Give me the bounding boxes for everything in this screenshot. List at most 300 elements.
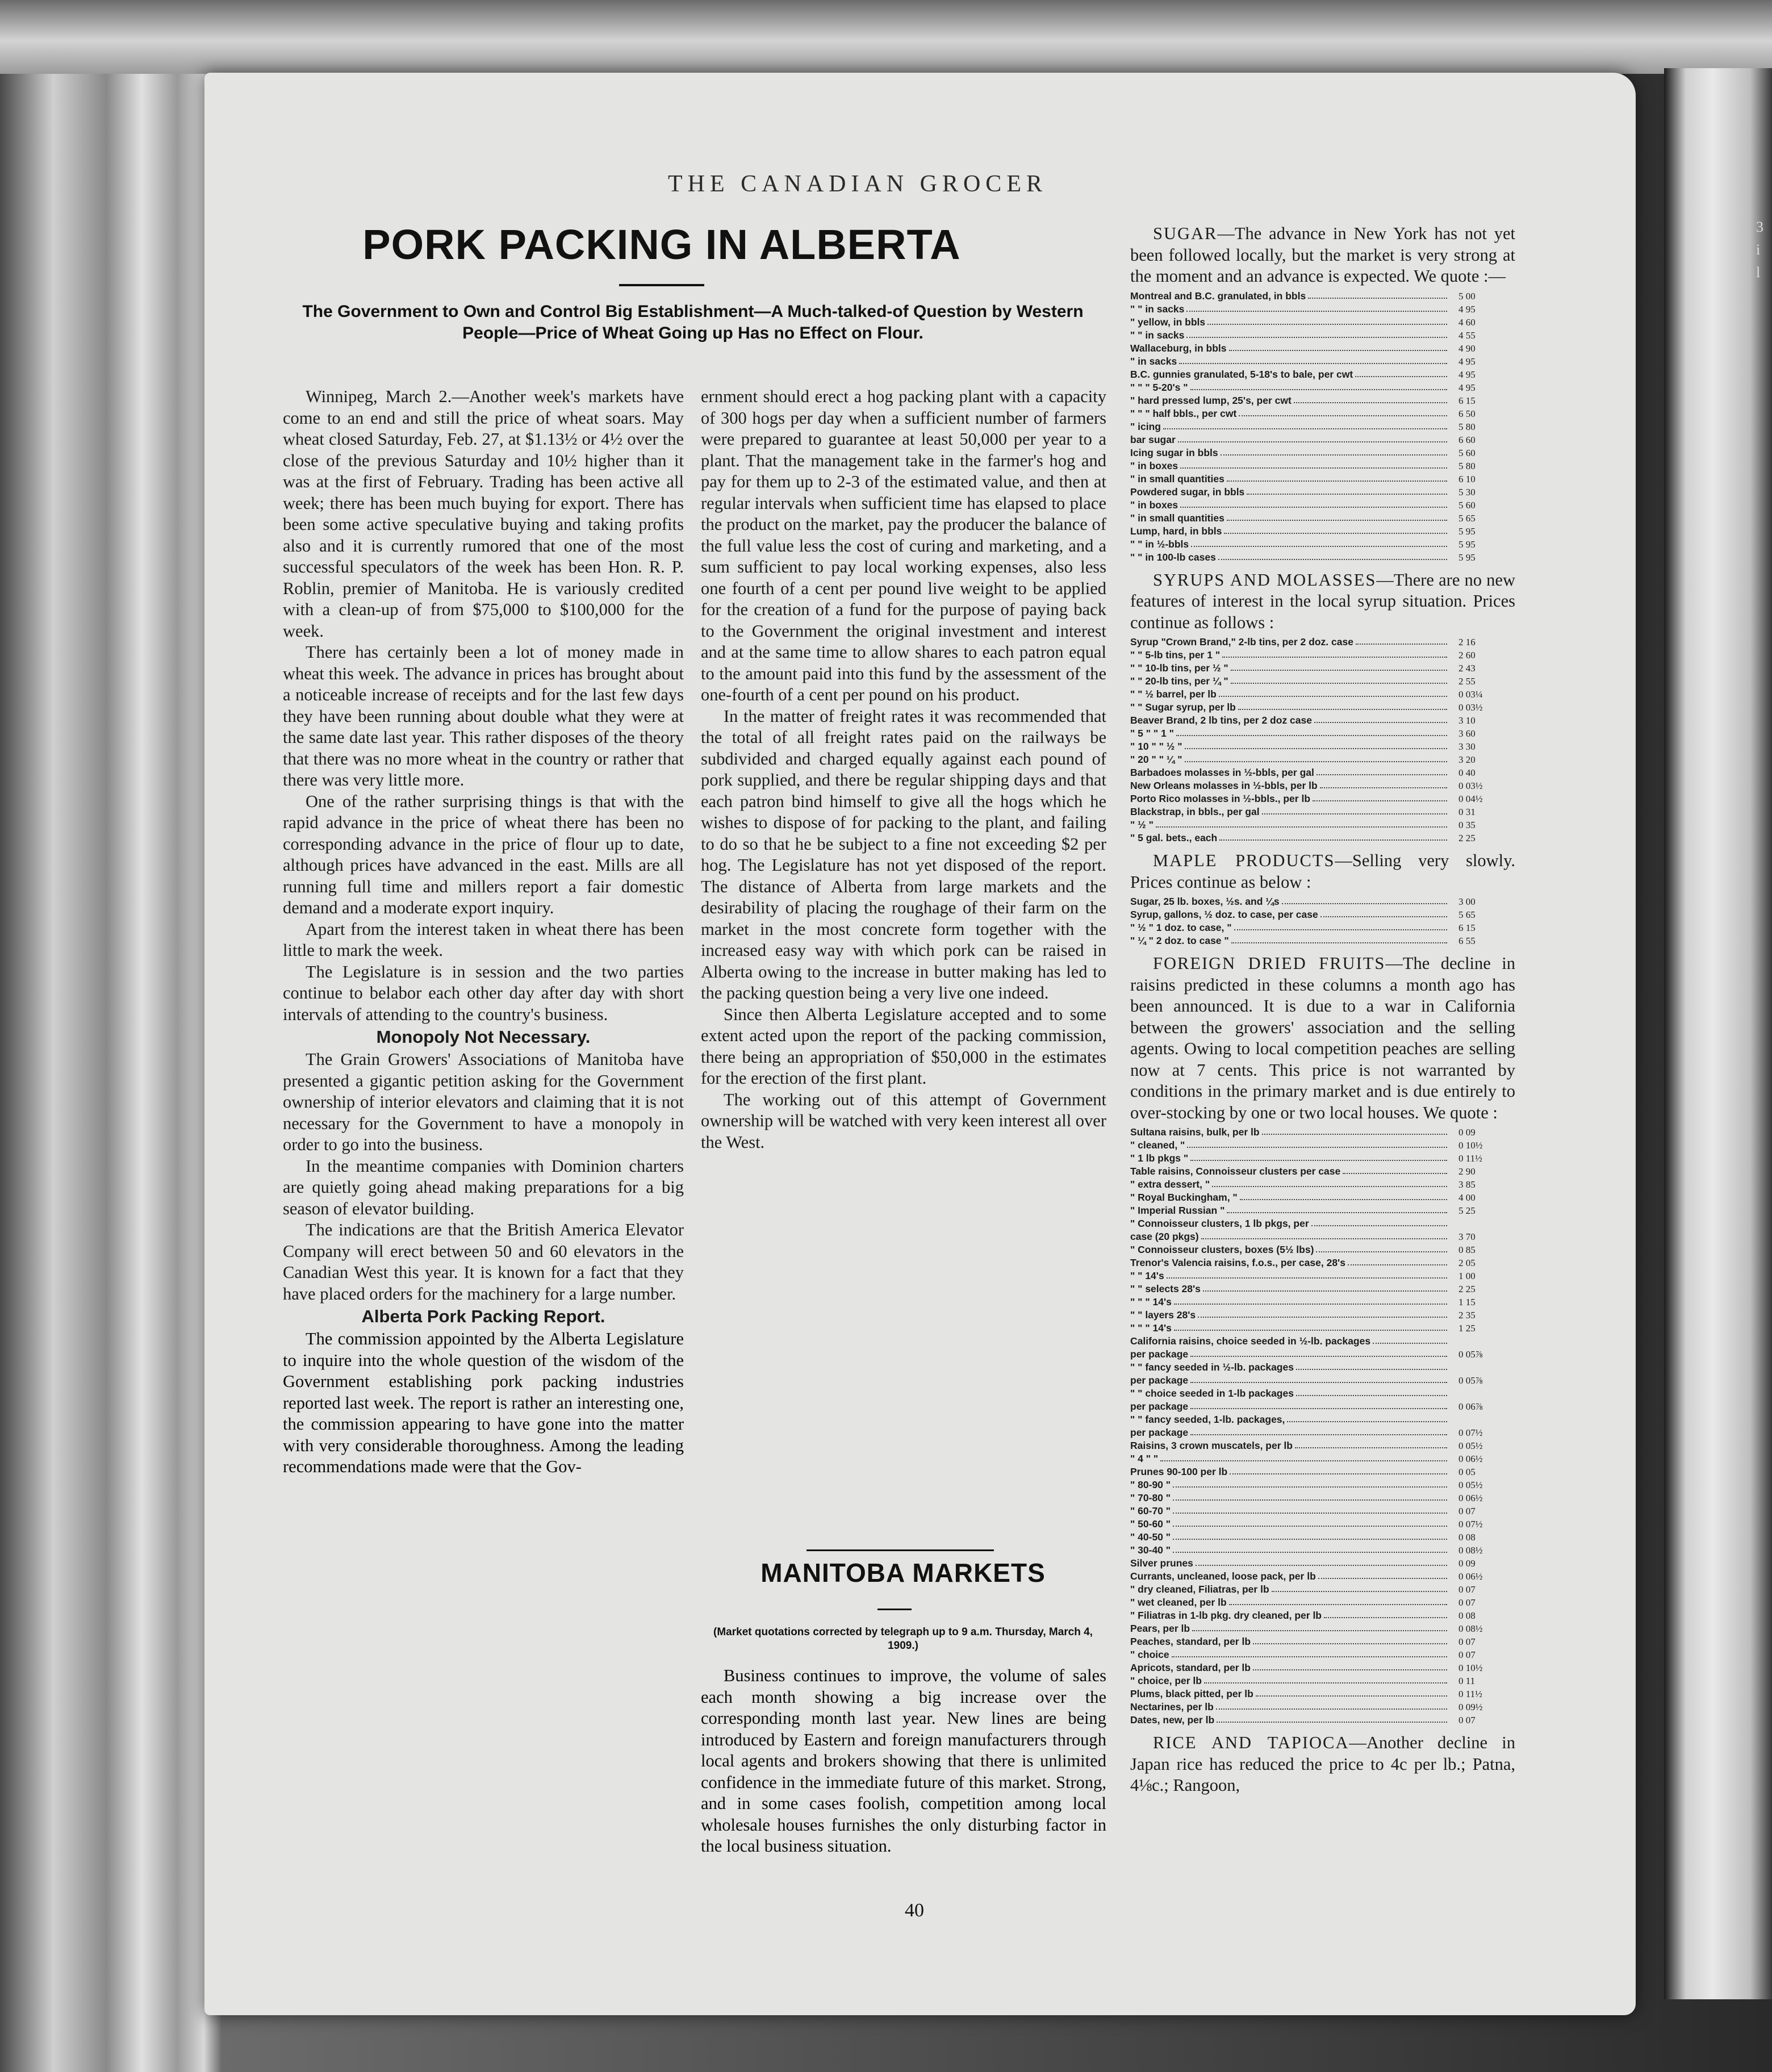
paragraph: The working out of this attempt of Government ownership will be watched with very keen interest all over the West. bbox=[701, 1089, 1106, 1152]
item-name: " " fancy seeded, 1-lb. packages, bbox=[1130, 1414, 1285, 1425]
item-price: 2 16 bbox=[1458, 637, 1476, 648]
dot-leader bbox=[1207, 324, 1447, 325]
item-price: 1 25 bbox=[1458, 1323, 1476, 1334]
item-name: Sultana raisins, bulk, per lb bbox=[1130, 1126, 1260, 1138]
price-row bbox=[1130, 688, 1515, 701]
item-name: " " 14's bbox=[1130, 1270, 1164, 1281]
item-name: " " " 14's bbox=[1130, 1296, 1172, 1307]
item-price: 6 55 bbox=[1458, 935, 1476, 946]
item-name: " choice, per lb bbox=[1130, 1675, 1202, 1686]
item-price: 0 03½ bbox=[1458, 702, 1483, 713]
item-price: 0 11 bbox=[1458, 1676, 1476, 1686]
item-name: Pears, per lb bbox=[1130, 1623, 1190, 1634]
dot-leader bbox=[1227, 520, 1447, 521]
dot-leader bbox=[1287, 1421, 1447, 1422]
price-row bbox=[1130, 1701, 1515, 1714]
item-price: 5 25 bbox=[1458, 1205, 1476, 1216]
dot-leader bbox=[1218, 559, 1447, 560]
price-row bbox=[1130, 1661, 1515, 1674]
item-price: 3 10 bbox=[1458, 715, 1476, 726]
item-name: " " in sacks bbox=[1130, 329, 1185, 341]
dot-leader bbox=[1222, 657, 1447, 658]
dot-leader bbox=[1216, 1708, 1447, 1710]
item-price: 0 08½ bbox=[1458, 1545, 1483, 1556]
section-lead: MAPLE PRODUCTS bbox=[1153, 851, 1335, 870]
price-row bbox=[1130, 1622, 1515, 1635]
dot-leader bbox=[1355, 376, 1447, 377]
price-row bbox=[1130, 1191, 1515, 1204]
item-name: " " ½ barrel, per lb bbox=[1130, 688, 1217, 700]
intro-text: —The decline in raisins predicted in these columns a month ago has been announced. It is due to a war in California between the growers' association and the selling agents. Owing to local competition peaches are selling now at 7 cents. This price is not warranted by conditions in the primary market and is due entirely to over-stocking by one or two local houses. We quote : bbox=[1130, 954, 1516, 1122]
price-row bbox=[1130, 316, 1515, 329]
price-row bbox=[1130, 1635, 1515, 1648]
dot-leader bbox=[1190, 1434, 1447, 1435]
item-price: 0 06⅞ bbox=[1458, 1401, 1483, 1412]
price-row bbox=[1130, 1165, 1515, 1178]
rice-intro bbox=[1130, 1732, 1515, 1797]
dot-leader bbox=[1224, 533, 1447, 534]
price-row bbox=[1130, 473, 1515, 486]
dot-leader bbox=[1192, 1630, 1447, 1631]
dot-leader bbox=[1173, 1499, 1447, 1501]
dot-leader bbox=[1173, 1526, 1447, 1527]
intro-text: —Another decline in Japan rice has reduced the price to 4c per lb.; Patna, 4⅛c.; Rangoon, bbox=[1130, 1733, 1515, 1795]
dot-leader bbox=[1186, 337, 1447, 338]
item-price: 0 31 bbox=[1458, 807, 1476, 817]
dot-leader bbox=[1373, 1343, 1447, 1344]
item-price: 0 10½ bbox=[1458, 1662, 1483, 1673]
dot-leader bbox=[1187, 1147, 1447, 1148]
price-row bbox=[1130, 342, 1515, 355]
dot-leader bbox=[1295, 1447, 1447, 1448]
dot-leader bbox=[1253, 1643, 1447, 1644]
dot-leader bbox=[1239, 415, 1447, 416]
intro-text: —There are no new features of interest in the local syrup situation. Prices continue as follows : bbox=[1130, 570, 1515, 632]
price-row bbox=[1130, 1505, 1515, 1518]
headline: PORK PACKING IN ALBERTA bbox=[362, 221, 961, 268]
paragraph: There has certainly been a lot of money made in wheat this week. The advance in prices has brought about a noticeable increase of receipts and for the last few days they have been running about double what they were at the same date last year. This rather disposes of the theory that there was no more wheat in the country or rather that there was very little more. bbox=[283, 642, 684, 789]
section-lead: FOREIGN DRIED FRUITS bbox=[1153, 954, 1386, 973]
dot-leader bbox=[1160, 1460, 1447, 1461]
price-row bbox=[1130, 792, 1515, 805]
item-price: 4 95 bbox=[1458, 382, 1476, 393]
dot-leader bbox=[1190, 1356, 1447, 1357]
item-name: " " in 100-lb cases bbox=[1130, 551, 1216, 563]
dot-leader bbox=[1296, 1395, 1447, 1396]
item-name: " " " 5-20's " bbox=[1130, 381, 1188, 393]
item-name: " 10 " " ½ " bbox=[1130, 741, 1182, 752]
dot-leader bbox=[1294, 402, 1447, 403]
dot-leader bbox=[1198, 1317, 1447, 1318]
item-name: " 30-40 " bbox=[1130, 1544, 1171, 1556]
syrups-intro bbox=[1130, 570, 1515, 634]
dot-leader bbox=[1262, 813, 1447, 814]
dot-leader bbox=[1219, 696, 1447, 697]
item-name: " ½ " bbox=[1130, 819, 1154, 830]
item-name: " Connoisseur clusters, 1 lb pkgs, per bbox=[1130, 1218, 1309, 1229]
dot-leader bbox=[1343, 1173, 1447, 1174]
sugar-intro bbox=[1130, 223, 1515, 287]
price-row bbox=[1130, 740, 1515, 753]
item-name: Peaches, standard, per lb bbox=[1130, 1636, 1251, 1647]
price-row bbox=[1130, 525, 1515, 538]
next-page-edge bbox=[1664, 68, 1772, 1999]
price-row bbox=[1130, 303, 1515, 316]
price-row bbox=[1130, 1139, 1515, 1152]
item-price: 6 60 bbox=[1458, 434, 1476, 445]
paragraph: Business continues to improve, the volume of sales each month showing a big increase over the corresponding month last year. New lines are being introduced by Eastern and foreign manufacturers through local agents and brokers showing that there is unlimited confidence in the immediate future of this market. Strong, and in some cases foolish, competition among local wholesale houses furnishes the only disturbing factor in the local business situation. bbox=[701, 1666, 1106, 1856]
item-price: 6 50 bbox=[1458, 408, 1476, 419]
price-row bbox=[1130, 701, 1515, 714]
item-name: Syrup "Crown Brand," 2-lb tins, per 2 doz. case bbox=[1130, 636, 1353, 648]
price-row bbox=[1130, 908, 1515, 921]
dot-leader bbox=[1231, 942, 1447, 943]
dot-leader bbox=[1212, 1186, 1447, 1187]
item-price: 0 08 bbox=[1458, 1610, 1476, 1621]
fruits-intro bbox=[1130, 953, 1515, 1123]
dot-leader bbox=[1311, 1225, 1447, 1226]
item-name: Nectarines, per lb bbox=[1130, 1701, 1214, 1712]
item-name: " ½ " 1 doz. to case, " bbox=[1130, 922, 1232, 933]
item-name: " 60-70 " bbox=[1130, 1505, 1171, 1517]
item-price: 0 11½ bbox=[1458, 1689, 1482, 1699]
item-name: Silver prunes bbox=[1130, 1557, 1193, 1569]
item-name: " " selects 28's bbox=[1130, 1283, 1201, 1294]
item-name: " Filiatras in 1-lb pkg. dry cleaned, per lb bbox=[1130, 1610, 1322, 1621]
dot-leader bbox=[1163, 428, 1447, 429]
dot-leader bbox=[1174, 1330, 1447, 1331]
subhead: The Government to Own and Control Big Establishment—A Much-talked-of Question by Western People—Price of Wheat Going up Has no Effect on Flour. bbox=[302, 302, 1084, 342]
item-name: Powdered sugar, in bbls bbox=[1130, 486, 1245, 498]
item-name: " " choice seeded in 1-lb packages bbox=[1130, 1388, 1294, 1399]
headline-rule bbox=[619, 284, 704, 286]
title-rule bbox=[877, 1609, 912, 1610]
item-name: " in boxes bbox=[1130, 499, 1178, 511]
price-row bbox=[1130, 407, 1515, 420]
price-row bbox=[1130, 727, 1515, 740]
dot-leader bbox=[1240, 1199, 1447, 1200]
item-name: " 20 " " ¼ " bbox=[1130, 754, 1182, 765]
item-price: 5 80 bbox=[1458, 421, 1476, 432]
margin-mark: i bbox=[1756, 241, 1761, 258]
intro-text: —The advance in New York has not yet been followed locally, but the market is very strong at the moment and an advance is expected. We quote :— bbox=[1130, 224, 1515, 286]
item-price: 2 35 bbox=[1458, 1310, 1476, 1321]
item-price: 6 10 bbox=[1458, 473, 1476, 484]
section-divider bbox=[806, 1549, 994, 1551]
price-row bbox=[1130, 1178, 1515, 1191]
item-name: " in small quantities bbox=[1130, 473, 1224, 484]
dot-leader bbox=[1180, 507, 1447, 508]
dot-leader bbox=[1179, 363, 1447, 364]
item-name: " wet cleaned, per lb bbox=[1130, 1597, 1227, 1608]
dot-leader bbox=[1180, 467, 1447, 469]
price-row bbox=[1130, 1465, 1515, 1478]
dot-leader bbox=[1229, 1604, 1447, 1605]
price-row bbox=[1130, 1243, 1515, 1256]
price-row bbox=[1130, 649, 1515, 662]
item-name: " 80-90 " bbox=[1130, 1479, 1171, 1490]
item-price: 4 95 bbox=[1458, 356, 1476, 367]
item-name: Raisins, 3 crown muscatels, per lb bbox=[1130, 1440, 1293, 1451]
price-row bbox=[1130, 714, 1515, 727]
dot-leader bbox=[1324, 1617, 1447, 1618]
item-price: 0 07 bbox=[1458, 1649, 1476, 1660]
item-name: per package bbox=[1130, 1427, 1189, 1438]
price-row bbox=[1130, 1256, 1515, 1269]
dot-leader bbox=[1316, 1251, 1447, 1252]
item-name: " " in sacks bbox=[1130, 303, 1185, 315]
price-row bbox=[1130, 1296, 1515, 1309]
dot-leader bbox=[1318, 1578, 1447, 1579]
dot-leader bbox=[1173, 1486, 1447, 1488]
market-quotes-column bbox=[1130, 223, 1515, 1797]
item-price: 0 07 bbox=[1458, 1636, 1476, 1647]
paragraph: Apart from the interest taken in wheat there has been little to mark the week. bbox=[283, 919, 684, 960]
item-price: 0 07 bbox=[1458, 1597, 1476, 1608]
price-row bbox=[1130, 446, 1515, 459]
item-price: 0 40 bbox=[1458, 767, 1476, 778]
item-price: 0 03½ bbox=[1458, 780, 1483, 791]
price-row bbox=[1130, 329, 1515, 342]
item-name: Apricots, standard, per lb bbox=[1130, 1662, 1251, 1673]
margin-mark: l bbox=[1756, 264, 1761, 281]
dot-leader bbox=[1173, 1513, 1447, 1514]
item-price: 0 07½ bbox=[1458, 1427, 1483, 1438]
item-name: " " " 14's bbox=[1130, 1322, 1172, 1334]
paragraph: Since then Alberta Legislature accepted and to some extent acted upon the report of the packing commission, there being an appropriation of $50,000 in the estimates for the erection of the first plant. bbox=[701, 1004, 1106, 1088]
item-name: " 4 " " bbox=[1130, 1453, 1159, 1464]
price-row bbox=[1130, 1426, 1515, 1439]
price-row bbox=[1130, 512, 1515, 525]
dot-leader bbox=[1190, 1408, 1447, 1409]
price-row bbox=[1130, 1596, 1515, 1609]
dot-leader bbox=[1256, 1695, 1447, 1697]
item-name: New Orleans molasses in ½-bbls, per lb bbox=[1130, 780, 1318, 791]
price-row bbox=[1130, 1557, 1515, 1570]
item-name: Blackstrap, in bbls., per gal bbox=[1130, 806, 1260, 817]
price-row bbox=[1130, 1230, 1515, 1243]
item-price: 0 08½ bbox=[1458, 1623, 1483, 1634]
item-name: Table raisins, Connoisseur clusters per case bbox=[1130, 1166, 1341, 1177]
price-row bbox=[1130, 486, 1515, 499]
price-row bbox=[1130, 538, 1515, 551]
price-row bbox=[1130, 1374, 1515, 1387]
price-row bbox=[1130, 1217, 1515, 1230]
item-price: 6 15 bbox=[1458, 395, 1476, 406]
item-price: 0 05⅞ bbox=[1458, 1349, 1483, 1360]
dot-leader bbox=[1173, 1539, 1447, 1540]
dot-leader bbox=[1229, 350, 1447, 351]
page-top-edge bbox=[0, 0, 1772, 74]
item-price: 4 60 bbox=[1458, 316, 1476, 328]
dot-leader bbox=[1320, 787, 1447, 788]
section-heading-alberta-report: Alberta Pork Packing Report. bbox=[361, 1306, 605, 1326]
item-price: 0 11½ bbox=[1458, 1153, 1482, 1164]
item-price: 5 95 bbox=[1458, 552, 1476, 563]
price-row bbox=[1130, 832, 1515, 845]
item-price: 0 06½ bbox=[1458, 1453, 1483, 1464]
item-name: " 5 " " 1 " bbox=[1130, 728, 1174, 739]
section-lead: RICE AND TAPIOCA bbox=[1153, 1733, 1349, 1752]
price-row bbox=[1130, 1531, 1515, 1544]
item-name: " cleaned, " bbox=[1130, 1139, 1185, 1151]
item-name: Beaver Brand, 2 lb tins, per 2 doz case bbox=[1130, 715, 1312, 726]
item-price: 5 60 bbox=[1458, 499, 1476, 511]
margin-mark: 3 bbox=[1756, 219, 1763, 235]
item-name: Trenor's Valencia raisins, f.o.s., per case, 28's bbox=[1130, 1257, 1345, 1268]
item-name: Dates, new, per lb bbox=[1130, 1714, 1215, 1726]
price-row bbox=[1130, 1648, 1515, 1661]
intro-text: —Selling very slowly. Prices continue as below : bbox=[1130, 851, 1515, 892]
item-name: " Connoisseur clusters, boxes (5½ lbs) bbox=[1130, 1244, 1314, 1255]
item-price: 0 85 bbox=[1458, 1244, 1476, 1255]
sugar-price-table bbox=[1130, 290, 1515, 564]
item-name: Plums, black pitted, per lb bbox=[1130, 1688, 1253, 1699]
price-row bbox=[1130, 1583, 1515, 1596]
price-row bbox=[1130, 1387, 1515, 1400]
dot-leader bbox=[1176, 735, 1447, 736]
price-row bbox=[1130, 420, 1515, 433]
item-name: " 1 lb pkgs " bbox=[1130, 1152, 1189, 1164]
dot-leader bbox=[1190, 389, 1447, 390]
price-row bbox=[1130, 934, 1515, 947]
item-name: Porto Rico molasses in ½-bbls., per lb bbox=[1130, 793, 1311, 804]
item-name: B.C. gunnies granulated, 5-18's to bale, per cwt bbox=[1130, 368, 1353, 380]
paragraph: The commission appointed by the Alberta Legislature to inquire into the whole question of the wisdom of the Government establishing pork packing industries reported last week. The report is rather an interesting one, the commission appearing to have gone into the matter with very considerable thoroughness. Among the leading recommendations made were that the Gov- bbox=[283, 1329, 684, 1476]
price-row bbox=[1130, 290, 1515, 303]
paragraph: In the meantime companies with Dominion charters are quietly going ahead making preparations for a big season of elevator building. bbox=[283, 1156, 684, 1218]
price-row bbox=[1130, 895, 1515, 908]
price-row bbox=[1130, 1413, 1515, 1426]
item-name: Wallaceburg, in bbls bbox=[1130, 342, 1227, 354]
item-price: 3 70 bbox=[1458, 1231, 1476, 1242]
item-price: 0 05⅞ bbox=[1458, 1375, 1483, 1386]
price-row bbox=[1130, 459, 1515, 473]
item-price: 0 09 bbox=[1458, 1127, 1476, 1138]
item-name: per package bbox=[1130, 1375, 1189, 1386]
item-price: 0 08 bbox=[1458, 1532, 1476, 1543]
price-row bbox=[1130, 1478, 1515, 1492]
item-price: 3 00 bbox=[1458, 896, 1476, 907]
item-name: " " fancy seeded in ½-lb. packages bbox=[1130, 1361, 1294, 1373]
dot-leader bbox=[1174, 1304, 1447, 1305]
price-row bbox=[1130, 1674, 1515, 1687]
dot-leader bbox=[1296, 1369, 1447, 1370]
item-price: 5 95 bbox=[1458, 525, 1476, 537]
fruits-price-table bbox=[1130, 1126, 1515, 1727]
item-price: 3 20 bbox=[1458, 754, 1476, 765]
dot-leader bbox=[1314, 722, 1447, 723]
item-price: 2 05 bbox=[1458, 1258, 1476, 1268]
item-price: 0 07 bbox=[1458, 1715, 1476, 1726]
item-price: 0 35 bbox=[1458, 820, 1476, 830]
price-row bbox=[1130, 1283, 1515, 1296]
item-name: " 40-50 " bbox=[1130, 1531, 1171, 1543]
item-price: 0 09½ bbox=[1458, 1702, 1483, 1712]
item-price: 5 80 bbox=[1458, 460, 1476, 471]
price-row bbox=[1130, 381, 1515, 394]
dot-leader bbox=[1234, 929, 1447, 930]
manitoba-markets-title: MANITOBA MARKETS bbox=[760, 1558, 1046, 1588]
page-number: 40 bbox=[905, 1900, 924, 1921]
article-column-1 bbox=[283, 386, 684, 1478]
price-row bbox=[1130, 1452, 1515, 1465]
dot-leader bbox=[1186, 311, 1447, 312]
price-row bbox=[1130, 766, 1515, 779]
item-name: " " in ½-bbls bbox=[1130, 538, 1189, 550]
item-name: Lump, hard, in bbls bbox=[1130, 525, 1222, 537]
price-row bbox=[1130, 1687, 1515, 1701]
dot-leader bbox=[1190, 1160, 1447, 1161]
item-price: 5 00 bbox=[1458, 290, 1476, 302]
item-price: 0 07½ bbox=[1458, 1519, 1483, 1530]
price-row bbox=[1130, 499, 1515, 512]
item-name: " yellow, in bbls bbox=[1130, 316, 1206, 328]
article-column-2 bbox=[701, 386, 1106, 1153]
price-row bbox=[1130, 1400, 1515, 1413]
item-name: per package bbox=[1130, 1348, 1189, 1360]
paragraph: Winnipeg, March 2.—Another week's markets have come to an end and still the price of wheat soars. May wheat closed Saturday, Feb. 27, at $1.13½ or 4½ over the close of the previous Saturday and 10½ higher than it was at the first of February. Trading has been active all week; there has been much buying for export. There has been some active speculative buying and taking profits also and it is currently rumored that one of the most successful speculators of the week has been Hon. R. P. Roblin, premier of Manitoba. He is variously credited with a clean-up of from $75,000 to $100,000 for the week. bbox=[283, 387, 684, 641]
price-row bbox=[1130, 1309, 1515, 1322]
item-name: " choice bbox=[1130, 1649, 1169, 1660]
dot-leader bbox=[1190, 1382, 1447, 1383]
item-price: 3 60 bbox=[1458, 728, 1476, 739]
price-row bbox=[1130, 1570, 1515, 1583]
item-price: 3 85 bbox=[1458, 1179, 1476, 1190]
item-name: " Royal Buckingham, " bbox=[1130, 1192, 1238, 1203]
dot-leader bbox=[1282, 903, 1447, 904]
dot-leader bbox=[1217, 1722, 1447, 1723]
price-row bbox=[1130, 1544, 1515, 1557]
item-price: 4 95 bbox=[1458, 303, 1476, 315]
price-row bbox=[1130, 1492, 1515, 1505]
price-row bbox=[1130, 1348, 1515, 1361]
item-name: Barbadoes molasses in ½-bbls, per gal bbox=[1130, 767, 1314, 778]
dot-leader bbox=[1230, 1473, 1447, 1474]
dot-leader bbox=[1167, 1277, 1447, 1279]
dot-leader bbox=[1185, 761, 1447, 762]
item-price: 0 07 bbox=[1458, 1584, 1476, 1595]
dot-leader bbox=[1356, 644, 1447, 645]
item-name: " extra dessert, " bbox=[1130, 1179, 1210, 1190]
item-name: " " 5-lb tins, per 1 " bbox=[1130, 649, 1221, 661]
item-name: Sugar, 25 lb. boxes, ½s. and ¼s bbox=[1130, 896, 1280, 907]
price-row bbox=[1130, 921, 1515, 934]
paragraph: In the matter of freight rates it was recommended that the total of all freight rates paid on the railways be subdivided and charged equally against each pound of pork supplied, and there be regular shipping days and that each patron bind himself to give all the hogs which he wishes to dispose of for packing to the plant, and failing to do so that he be subject to a fine not exceeding $2 per hog. The Legislature has not yet disposed of the report. The distance of Alberta from large markets and the desirability of placing the roughage of their farm on the market in the most concrete form together with the increased easy way with which pork can be raised in Alberta owing to the increase in butter making has led to the packing question being a very live one indeed. bbox=[701, 706, 1106, 1002]
manitoba-markets-body bbox=[701, 1665, 1106, 1857]
price-row bbox=[1130, 662, 1515, 675]
dot-leader bbox=[1219, 839, 1447, 841]
item-name: " 70-80 " bbox=[1130, 1492, 1171, 1503]
item-price: 0 06½ bbox=[1458, 1493, 1483, 1503]
item-price: 2 60 bbox=[1458, 650, 1476, 661]
item-name: " in sacks bbox=[1130, 355, 1177, 367]
item-price: 4 00 bbox=[1458, 1192, 1476, 1203]
dot-leader bbox=[1204, 1682, 1447, 1684]
section-lead: SYRUPS AND MOLASSES bbox=[1153, 570, 1377, 590]
item-price: 0 10½ bbox=[1458, 1140, 1483, 1151]
item-name: " in small quantities bbox=[1130, 512, 1224, 524]
item-price: 2 43 bbox=[1458, 663, 1476, 674]
price-row bbox=[1130, 394, 1515, 407]
dot-leader bbox=[1201, 1238, 1447, 1239]
dot-leader bbox=[1231, 670, 1447, 671]
margin-marks bbox=[1756, 216, 1770, 284]
item-name: " " layers 28's bbox=[1130, 1309, 1196, 1321]
item-name: California raisins, choice seeded in ½-lb. packages bbox=[1130, 1335, 1371, 1347]
item-price: 2 55 bbox=[1458, 676, 1476, 687]
market-note: (Market quotations corrected by telegraph up to 9 a.m. Thursday, March 4, 1909.) bbox=[713, 1626, 1093, 1652]
